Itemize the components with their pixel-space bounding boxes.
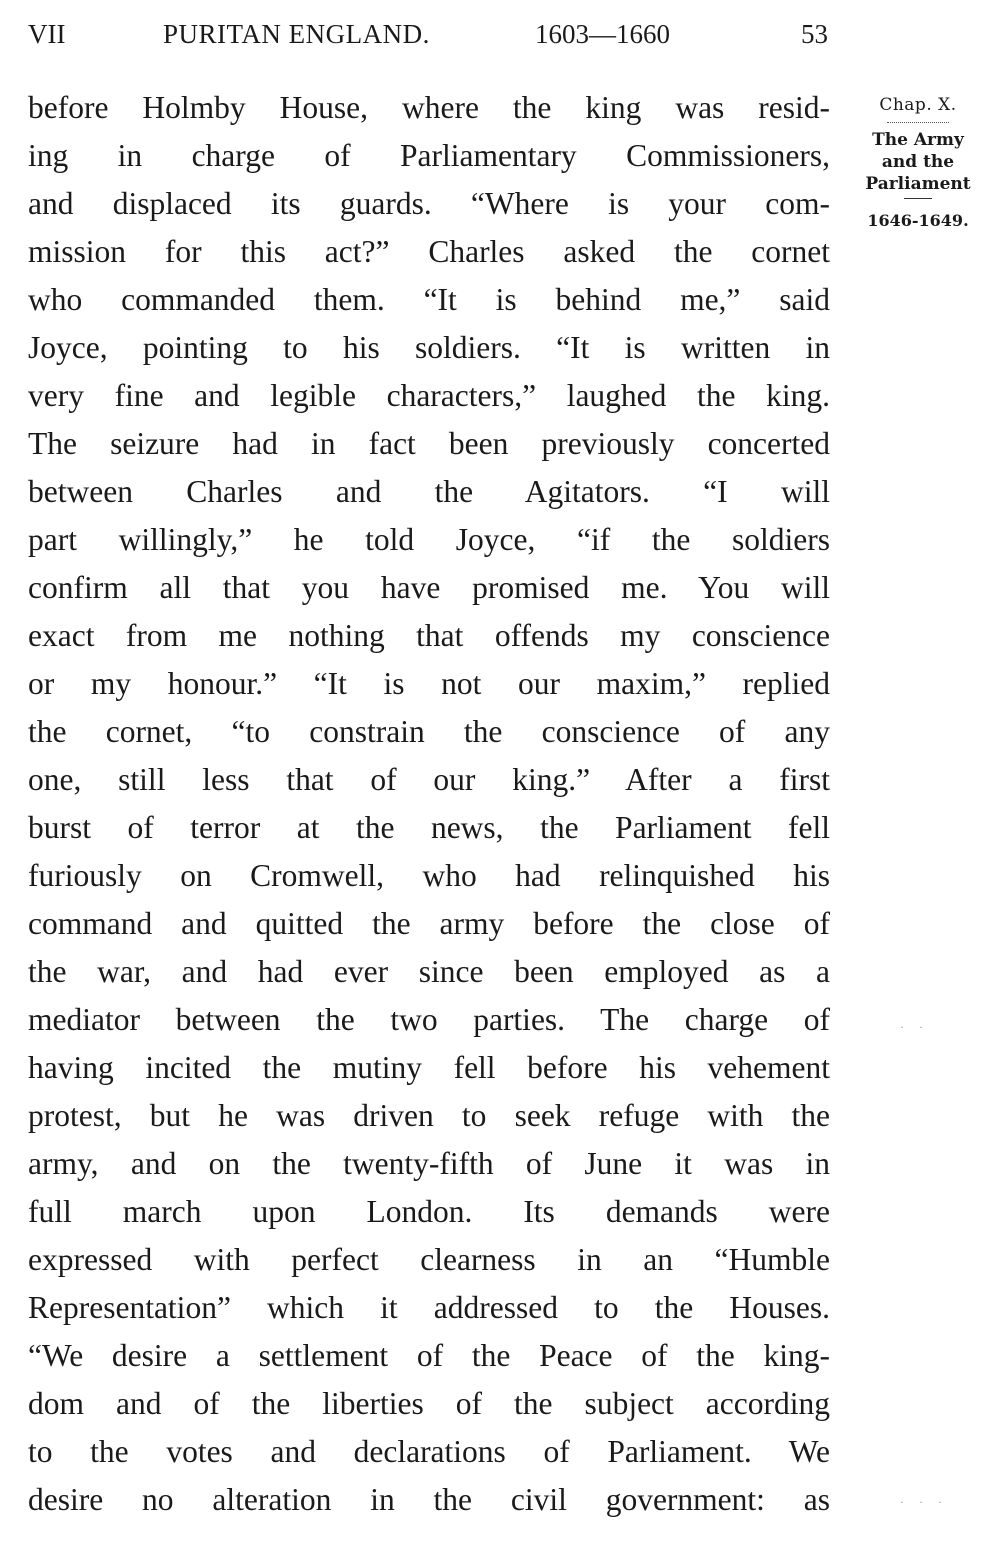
chapter-numeral: VII bbox=[28, 19, 66, 49]
text-line: the war, and had ever since been employed as a bbox=[28, 954, 830, 989]
text-line: to the votes and declarations of Parliament. We bbox=[28, 1434, 830, 1469]
text-line: and displaced its guards. “Where is your com- bbox=[28, 186, 830, 221]
text-line: furiously on Cromwell, who had relinquished his bbox=[28, 858, 830, 893]
text-line: confirm all that you have promised me. You will bbox=[28, 570, 830, 605]
text-line: expressed with perfect clearness in an “Humble bbox=[28, 1242, 830, 1277]
text-line: before Holmby House, where the king was resid- bbox=[28, 90, 830, 125]
period-dates: 1603—1660 bbox=[535, 19, 670, 49]
text-line: one, still less that of our king.” After a first bbox=[28, 762, 830, 797]
margin-sidenote bbox=[848, 92, 988, 233]
text-line: protest, but he was driven to seek refuge with the bbox=[28, 1098, 830, 1133]
page-number: 53 bbox=[801, 19, 828, 49]
body-text bbox=[28, 84, 830, 1524]
text-line: Joyce, pointing to his soldiers. “It is written in bbox=[28, 330, 830, 365]
text-line: between Charles and the Agitators. “I will bbox=[28, 474, 830, 509]
text-line: full march upon London. Its demands were bbox=[28, 1194, 830, 1229]
sidenote-years: 1646-1649. bbox=[867, 211, 969, 230]
text-line: mediator between the two parties. The charge of bbox=[28, 1002, 830, 1037]
text-line: the cornet, “to constrain the conscience of any bbox=[28, 714, 830, 749]
text-line: exact from me nothing that offends my conscience bbox=[28, 618, 830, 653]
text-line: “We desire a settlement of the Peace of the king- bbox=[28, 1338, 830, 1373]
text-line: very fine and legible characters,” laughed the king. bbox=[28, 378, 830, 413]
text-line: ing in charge of Parliamentary Commissioners, bbox=[28, 138, 830, 173]
dotted-divider bbox=[887, 122, 949, 123]
text-line: or my honour.” “It is not our maxim,” replied bbox=[28, 666, 830, 701]
text-line: who commanded them. “It is behind me,” said bbox=[28, 282, 830, 317]
paper-speck: · · bbox=[900, 1020, 929, 1034]
solid-divider bbox=[904, 198, 932, 199]
running-header bbox=[28, 14, 828, 54]
text-line: part willingly,” he told Joyce, “if the soldiers bbox=[28, 522, 830, 557]
sidenote-topic: The Army and the Parliament bbox=[865, 130, 971, 194]
text-line: army, and on the twenty-fifth of June it was in bbox=[28, 1146, 830, 1181]
text-line: The seizure had in fact been previously concerted bbox=[28, 426, 830, 461]
sidenote-chapter: Chap. X. bbox=[879, 95, 957, 115]
text-line: dom and of the liberties of the subject according bbox=[28, 1386, 830, 1421]
text-line: mission for this act?” Charles asked the cornet bbox=[28, 234, 830, 269]
text-line: command and quitted the army before the close of bbox=[28, 906, 830, 941]
paper-speck: · · · bbox=[900, 1495, 948, 1509]
text-line: Representation” which it addressed to the Houses. bbox=[28, 1290, 830, 1325]
text-line: desire no alteration in the civil government: as bbox=[28, 1482, 830, 1517]
running-title: PURITAN ENGLAND. bbox=[163, 19, 430, 49]
text-line: having incited the mutiny fell before his vehement bbox=[28, 1050, 830, 1085]
text-line: burst of terror at the news, the Parliament fell bbox=[28, 810, 830, 845]
